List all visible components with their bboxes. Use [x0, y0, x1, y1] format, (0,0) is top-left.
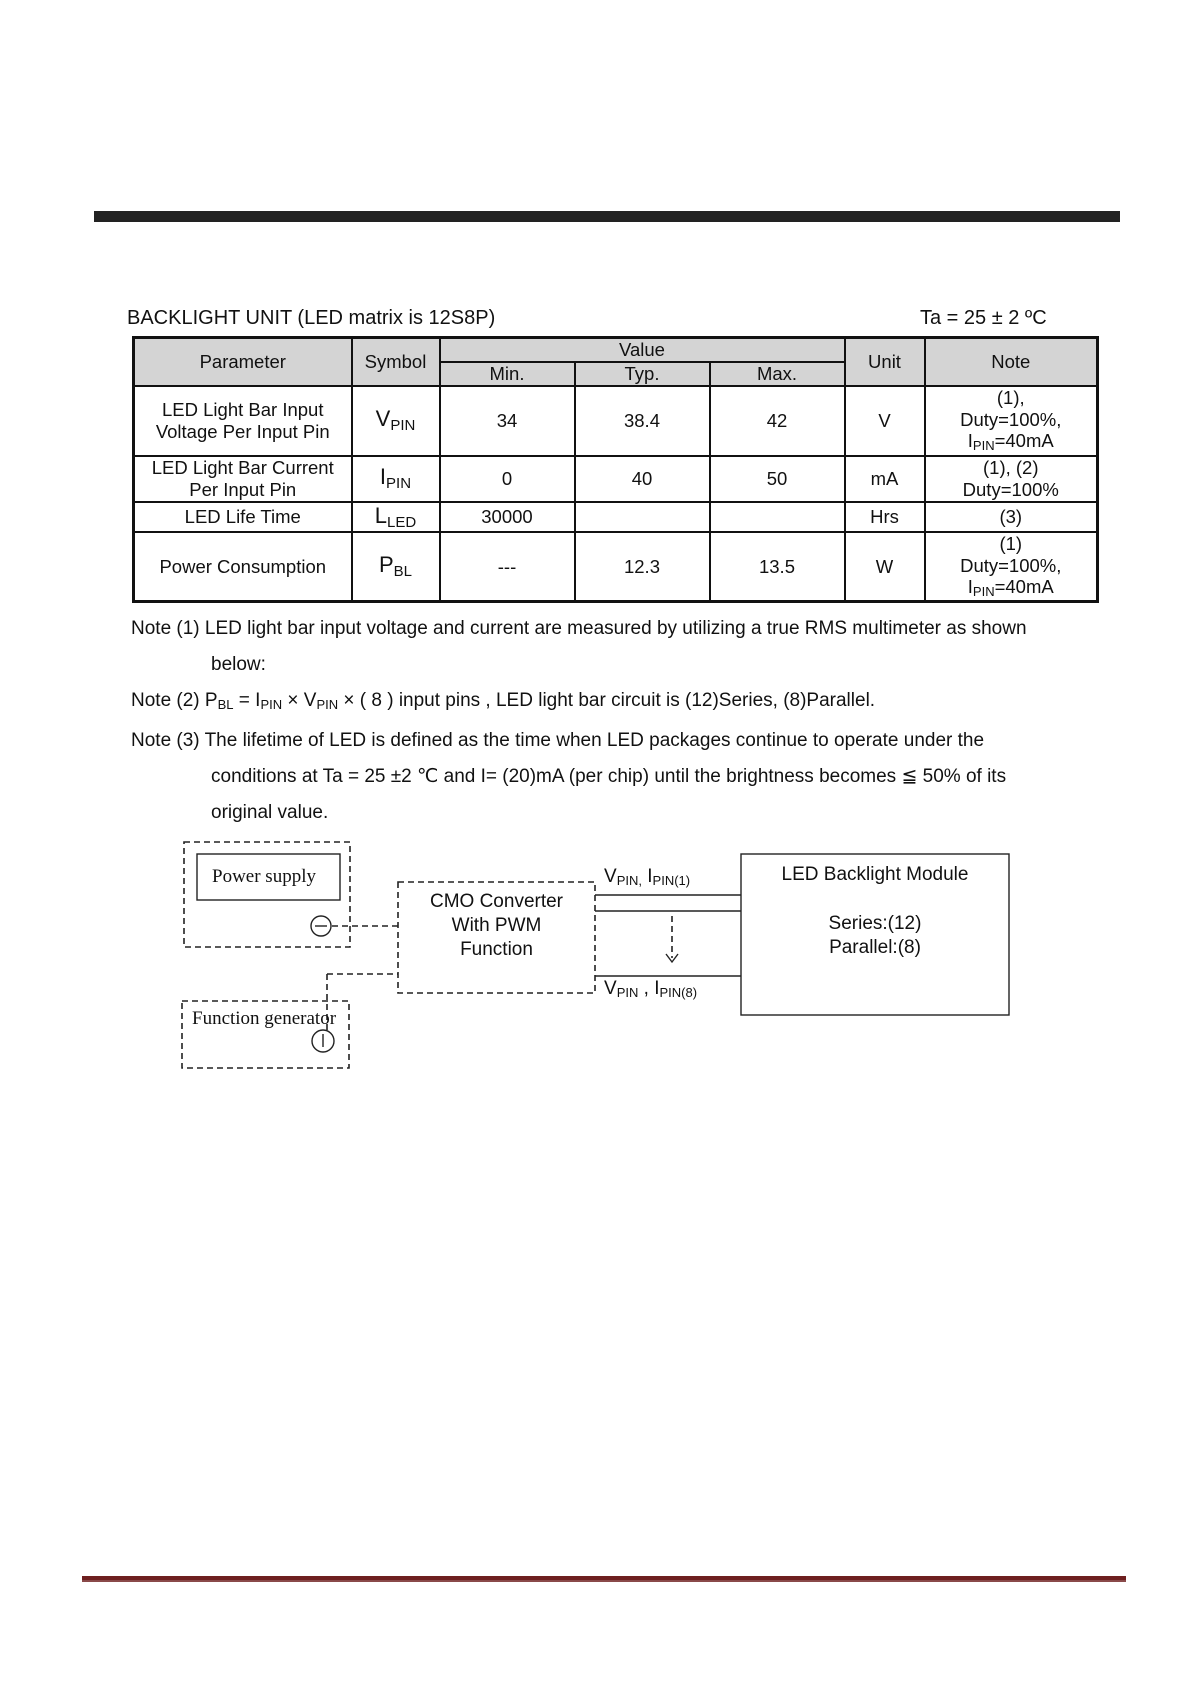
symbol-cell: $P_{BL}$	[352, 532, 440, 602]
header-note: Note	[925, 338, 1098, 386]
note-2: Note (2) $P_{BL} = I_{PIN} \times V_{PIN}$ × ( 8 ) input pins , LED light bar circuit is (12)Series, (8)Parallel.	[131, 690, 876, 712]
header-min: Min.	[440, 362, 575, 386]
table-row	[134, 532, 1098, 602]
typ-cell: 40	[575, 456, 710, 502]
min-cell: ---	[440, 532, 575, 602]
power-supply-label: Power supply	[212, 866, 316, 887]
ambient-temperature: Ta = 25 ± 2 ºC	[920, 307, 1047, 329]
min-cell: 30000	[440, 502, 575, 532]
section-title: BACKLIGHT UNIT (LED matrix is 12S8P)	[127, 307, 496, 329]
unit-cell: Hrs	[845, 502, 925, 532]
max-cell: 42	[710, 386, 845, 456]
header-symbol: Symbol	[352, 338, 440, 386]
bottom-rule	[82, 1576, 1126, 1582]
max-cell	[710, 502, 845, 532]
header-unit: Unit	[845, 338, 925, 386]
function-generator-label: Function generator	[192, 1008, 337, 1029]
max-cell: 13.5	[710, 532, 845, 602]
min-cell: 34	[440, 386, 575, 456]
backlight-spec-table	[132, 336, 1099, 603]
note-3: Note (3) The lifetime of LED is defined as the time when LED packages continue to operate under the conditions at Ta = 25 ±2 ℃ and I= (20)mA (per chip) until the brightness becomes ≦ 50% of its original value.	[131, 730, 1007, 823]
unit-cell: W	[845, 532, 925, 602]
param-cell: LED Light Bar Current Per Input Pin	[134, 456, 352, 502]
output-top-label: $V_{PIN,}$ $I_{PIN(1)}$	[604, 866, 691, 888]
module-title: LED Backlight Module	[781, 864, 969, 885]
header-max: Max.	[710, 362, 845, 386]
param-cell: LED Light Bar Input Voltage Per Input Pin	[134, 386, 352, 456]
param-cell: LED Life Time	[134, 502, 352, 532]
symbol-cell: $V_{PIN}$	[352, 386, 440, 456]
top-rule	[94, 211, 1120, 222]
unit-cell: mA	[845, 456, 925, 502]
note-1: Note (1) LED light bar input voltage and current are measured by utilizing a true RMS multimeter as shown below:	[131, 618, 1027, 675]
note-cell: (1) Duty=100%, $I_{PIN}=40mA$	[925, 532, 1098, 602]
typ-cell	[575, 502, 710, 532]
unit-cell: V	[845, 386, 925, 456]
module-config: Series:(12) Parallel:(8)	[828, 913, 922, 958]
typ-cell: 38.4	[575, 386, 710, 456]
symbol-cell: $I_{PIN}$	[352, 456, 440, 502]
note-cell: (1), Duty=100%, $I_{PIN}=40mA$	[925, 386, 1098, 456]
min-cell: 0	[440, 456, 575, 502]
header-value: Value	[440, 338, 845, 362]
table-row	[134, 456, 1098, 502]
note-cell: (1), (2) Duty=100%	[925, 456, 1098, 502]
power-supply-dashed-box	[184, 842, 350, 947]
output-bottom-label: $V_{PIN}$ , $I_{PIN(8)}$	[604, 978, 698, 1000]
measurement-circuit-diagram	[170, 840, 1030, 1080]
header-parameter: Parameter	[134, 338, 352, 386]
table-notes	[131, 611, 1091, 831]
note-cell: (3)	[925, 502, 1098, 532]
converter-label: CMO Converter With PWM Function	[429, 891, 564, 960]
table-row	[134, 386, 1098, 456]
max-cell: 50	[710, 456, 845, 502]
typ-cell: 12.3	[575, 532, 710, 602]
symbol-cell: $L_{LED}$	[352, 502, 440, 532]
table-row	[134, 502, 1098, 532]
header-typ: Typ.	[575, 362, 710, 386]
param-cell: Power Consumption	[134, 532, 352, 602]
